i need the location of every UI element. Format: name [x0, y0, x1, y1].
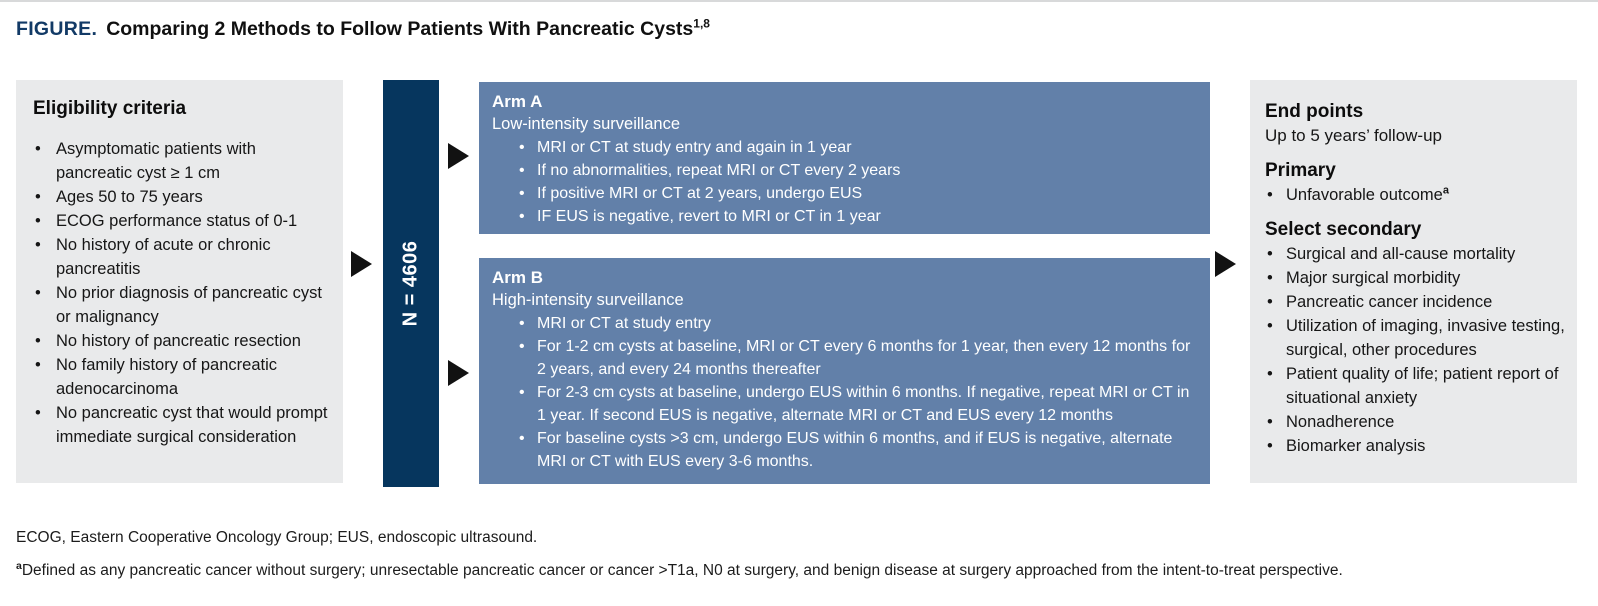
figure-title-row: [16, 16, 710, 42]
eligibility-item: • No pancreatic cyst that would prompt immediate surgical consideration: [33, 401, 329, 449]
primary-endpoint-item: [1265, 183, 1567, 207]
arm-a-item: • If positive MRI or CT at 2 years, undergo EUS: [519, 182, 1196, 205]
arm-a-heading: Arm A: [492, 92, 543, 111]
secondary-endpoints-group: [1265, 218, 1567, 458]
secondary-endpoints-list: [1265, 242, 1567, 458]
arm-a-item: • MRI or CT at study entry and again in 1 year: [519, 136, 1196, 159]
arrow-right-icon: [448, 143, 469, 169]
eligibility-item: • No prior diagnosis of pancreatic cyst or malignancy: [33, 281, 329, 329]
arm-a-subheading: Low-intensity surveillance: [492, 115, 681, 133]
arm-b-subheading: High-intensity surveillance: [492, 291, 684, 309]
secondary-endpoint-item: • Surgical and all-cause mortality: [1265, 242, 1567, 266]
primary-endpoints-list: [1265, 183, 1567, 207]
cohort-size-bar: [383, 80, 439, 487]
endpoints-panel: [1250, 80, 1577, 483]
footnote-marker: a: [16, 559, 22, 572]
primary-endpoint-text: Unfavorable outcome: [1286, 186, 1443, 204]
arm-a-item: • IF EUS is negative, revert to MRI or CT in 1 year: [519, 205, 1196, 228]
figure-title-superscript: 1,8: [693, 16, 710, 31]
secondary-endpoint-item: • Major surgical morbidity: [1265, 266, 1567, 290]
eligibility-list: [33, 137, 329, 449]
arm-b-heading: Arm B: [492, 268, 544, 287]
eligibility-panel: [16, 80, 343, 483]
secondary-endpoint-item: • Utilization of imaging, invasive testing, surgical, other procedures: [1265, 314, 1567, 362]
arm-a-list: [519, 136, 1196, 228]
arm-b-list: [519, 312, 1196, 473]
secondary-endpoint-item: • Pancreatic cancer incidence: [1265, 290, 1567, 314]
eligibility-item: • ECOG performance status of 0-1: [33, 209, 329, 233]
figure-title: Comparing 2 Methods to Follow Patients With Pancreatic Cysts: [106, 18, 694, 40]
footnote: [16, 561, 1576, 581]
arm-a-box: [479, 82, 1210, 234]
eligibility-item: • Ages 50 to 75 years: [33, 185, 329, 209]
arrow-right-icon: [448, 360, 469, 386]
arrow-right-icon: [351, 251, 372, 277]
endpoints-subheading: Up to 5 years’ follow-up: [1265, 126, 1443, 145]
arm-b-box: [479, 258, 1210, 484]
footnote-text: Defined as any pancreatic cancer without surgery; unresectable pancreatic cancer or cancer >T1a, N0 at surgery, and benign disease at surgery approached from the intent-to-treat perspective.: [21, 562, 1343, 579]
primary-heading: Primary: [1265, 160, 1336, 181]
secondary-endpoint-item: • Biomarker analysis: [1265, 434, 1567, 458]
arm-a-item: • If no abnormalities, repeat MRI or CT every 2 years: [519, 159, 1196, 182]
abbreviations-note: ECOG, Eastern Cooperative Oncology Group; EUS, endoscopic ultrasound.: [16, 529, 538, 546]
arm-b-item: • For 2-3 cm cysts at baseline, undergo EUS within 6 months. If negative, repeat MRI or CT in 1 year. If second EUS is negative, alternate MRI or CT and EUS every 12 months: [519, 381, 1196, 427]
top-divider: [0, 0, 1598, 2]
cohort-size-label: N = 4606: [399, 240, 422, 327]
arm-b-item: • For baseline cysts >3 cm, undergo EUS within 6 months, and if EUS is negative, alternate MRI or CT with EUS every 3-6 months.: [519, 427, 1196, 473]
eligibility-item: • Asymptomatic patients with pancreatic cyst ≥ 1 cm: [33, 137, 329, 185]
eligibility-item: • No history of acute or chronic pancreatitis: [33, 233, 329, 281]
eligibility-item: • No history of pancreatic resection: [33, 329, 329, 353]
endpoints-heading: End points: [1265, 101, 1364, 122]
eligibility-item: • No family history of pancreatic adenocarcinoma: [33, 353, 329, 401]
secondary-endpoint-item: • Nonadherence: [1265, 410, 1567, 434]
secondary-heading: Select secondary: [1265, 219, 1422, 240]
arm-b-item: • MRI or CT at study entry: [519, 312, 1196, 335]
eligibility-heading: Eligibility criteria: [33, 98, 187, 119]
arrow-right-icon: [1215, 251, 1236, 277]
primary-endpoint-superscript: a: [1442, 184, 1449, 197]
primary-endpoints-group: [1265, 159, 1567, 207]
figure-label: FIGURE.: [16, 18, 98, 40]
arm-b-item: • For 1-2 cm cysts at baseline, MRI or CT every 6 months for 1 year, then every 12 months for 2 years, and every 24 months thereafter: [519, 335, 1196, 381]
secondary-endpoint-item: • Patient quality of life; patient report of situational anxiety: [1265, 362, 1567, 410]
